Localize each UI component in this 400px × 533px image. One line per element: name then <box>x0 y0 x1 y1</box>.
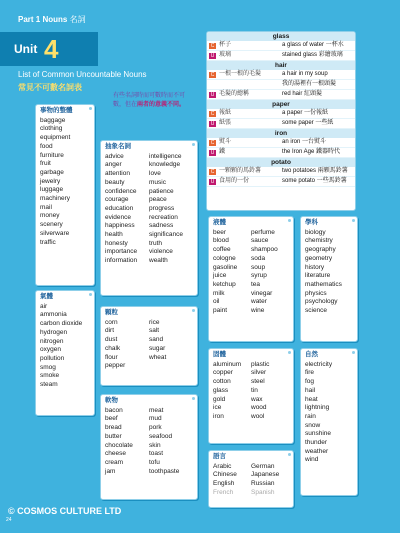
word-item: beef <box>105 415 118 423</box>
pin-icon <box>288 351 291 354</box>
word-item: significance <box>149 231 183 239</box>
word-item: hail <box>305 386 316 394</box>
countability-tag: C <box>210 139 215 146</box>
word-item: psychology <box>305 298 338 306</box>
word-item: cologne <box>213 254 236 262</box>
word-item: seafood <box>149 432 173 440</box>
word-item: Chinese <box>213 471 237 479</box>
word-item: corn <box>105 318 118 326</box>
word-item: ketchup <box>213 280 236 288</box>
unit-label: Unit <box>14 42 38 56</box>
part-heading <box>18 14 86 25</box>
table-row <box>207 148 355 158</box>
word-item: peace <box>149 196 167 204</box>
word-item: aluminum <box>213 360 242 368</box>
table-row <box>207 109 355 119</box>
word-item: skin <box>149 441 161 449</box>
word-item: science <box>305 307 328 315</box>
word-item: nitrogen <box>40 337 64 345</box>
pin-icon <box>89 107 92 110</box>
word-item: coffee <box>213 246 231 254</box>
table-row <box>207 90 355 100</box>
meaning-cn: 鐵 <box>219 149 226 155</box>
word-item: clothing <box>40 125 63 133</box>
word-item: physics <box>305 289 327 297</box>
word-column <box>251 361 289 422</box>
box-heading: 事物的整體 <box>40 107 73 114</box>
example-phrase: stained glass 彩繪玻璃 <box>282 52 343 58</box>
word-item: silverware <box>40 229 70 237</box>
word-item: sunshine <box>305 430 332 438</box>
word-item: pollution <box>40 354 65 362</box>
table-group-heading: paper <box>207 100 355 109</box>
unit-number: 4 <box>44 34 59 64</box>
word-item: confidence <box>105 187 137 195</box>
word-list <box>301 229 357 316</box>
word-item: lightning <box>305 404 330 412</box>
countability-tag: C <box>210 110 215 117</box>
countability-tag <box>209 82 216 88</box>
countability-tag: U <box>210 149 215 156</box>
meaning-cn: 毛髮的總稱 <box>219 91 250 97</box>
example-phrase: an iron 一台熨斗 <box>282 139 327 145</box>
word-item: intelligence <box>149 152 182 160</box>
part-title-cn: 名詞 <box>69 15 86 24</box>
meaning-cn: 熨斗 <box>219 139 232 145</box>
word-column <box>105 319 149 371</box>
part-label: Part 1 <box>18 15 41 24</box>
word-item: paint <box>213 307 228 315</box>
word-item: patience <box>149 187 174 195</box>
word-item: dust <box>105 336 118 344</box>
word-item: jewelry <box>40 177 61 185</box>
table-row <box>207 167 355 177</box>
pin-icon <box>352 219 355 222</box>
countability-tag: C <box>210 71 215 78</box>
word-item: tea <box>251 280 261 288</box>
word-list <box>301 361 357 465</box>
table-row <box>207 138 355 148</box>
pin-icon <box>192 309 195 312</box>
word-item: beauty <box>105 178 125 186</box>
word-item: steel <box>251 378 265 386</box>
word-item: anger <box>105 161 122 169</box>
word-item: dirt <box>105 327 115 335</box>
countability-tag: U <box>210 120 215 127</box>
example-phrase: a paper 一份報紙 <box>282 110 329 116</box>
box-heading: 顆粒 <box>105 309 118 316</box>
word-item: tofu <box>149 458 160 466</box>
word-item: cotton <box>213 378 231 386</box>
word-item: biology <box>305 228 326 236</box>
note-callout <box>113 92 195 110</box>
word-item: milk <box>213 289 225 297</box>
example-phrase: red hair 紅頭髮 <box>282 91 323 97</box>
word-item: gold <box>213 395 226 403</box>
word-item: oil <box>213 298 220 306</box>
word-item: furniture <box>40 151 64 159</box>
word-item: pepper <box>105 362 126 370</box>
word-item: sugar <box>149 344 166 352</box>
word-item: attention <box>105 170 130 178</box>
word-item: chemistry <box>305 237 333 245</box>
word-item: happiness <box>105 222 135 230</box>
word-item: toothpaste <box>149 467 180 475</box>
word-item: snow <box>305 421 321 429</box>
word-column <box>149 153 193 266</box>
word-item: bacon <box>105 406 123 414</box>
part-title: Nouns <box>42 15 68 24</box>
word-item: Arabic <box>213 462 232 470</box>
word-item: smog <box>40 363 56 371</box>
table-row <box>207 41 355 51</box>
word-item: advice <box>105 152 124 160</box>
example-phrase: a glass of water 一杯水 <box>282 42 344 48</box>
word-item: truth <box>149 239 163 247</box>
box-heading: 學科 <box>305 219 318 226</box>
word-item: flour <box>105 353 118 361</box>
word-item: machinery <box>40 195 70 203</box>
word-item: literature <box>305 272 331 280</box>
word-item: Russian <box>251 480 275 488</box>
word-item: sauce <box>251 237 269 245</box>
word-item: ammonia <box>40 311 67 319</box>
table-row <box>207 177 355 187</box>
word-list <box>36 117 94 248</box>
word-item: progress <box>149 204 175 212</box>
word-item: history <box>305 263 325 271</box>
word-item: juice <box>213 272 227 280</box>
word-item: education <box>105 204 134 212</box>
pin-icon <box>288 219 291 222</box>
word-item: importance <box>105 248 138 256</box>
word-column <box>105 153 149 266</box>
word-item: electricity <box>305 360 333 368</box>
word-item: information <box>105 257 138 265</box>
word-item: mail <box>40 203 52 211</box>
table-row <box>207 51 355 61</box>
page-number: 24 <box>6 517 12 523</box>
example-phrase: two potatoes 兩顆馬鈴薯 <box>282 168 348 174</box>
word-item: gasoline <box>213 263 238 271</box>
countability-tag: U <box>210 91 215 98</box>
word-item: beer <box>213 228 227 236</box>
word-item: English <box>213 480 235 488</box>
word-item: iron <box>213 412 224 420</box>
word-item: blood <box>213 237 229 245</box>
example-phrase: some potato 一些馬鈴薯 <box>282 178 347 184</box>
word-item: cheese <box>105 450 126 458</box>
word-item: wine <box>251 307 265 315</box>
meaning-cn: 玻璃 <box>219 52 232 58</box>
page-title-cn: 常見不可數名詞表 <box>18 83 82 92</box>
word-item: tin <box>251 386 258 394</box>
countability-tag: U <box>210 178 215 185</box>
word-item: sand <box>149 336 164 344</box>
word-item: pork <box>149 424 162 432</box>
word-item: meat <box>149 406 164 414</box>
example-phrase: a hair in my soup <box>282 71 328 77</box>
pin-icon <box>352 351 355 354</box>
word-item: recreation <box>149 213 178 221</box>
table-row <box>207 80 355 90</box>
countability-tag: C <box>210 168 215 175</box>
word-item: garbage <box>40 168 64 176</box>
word-item: luggage <box>40 186 64 194</box>
table-row <box>207 70 355 80</box>
box-things <box>35 104 95 286</box>
table-group-heading: potato <box>207 158 355 167</box>
box-foods <box>100 394 198 500</box>
word-item: Spanish <box>251 488 275 496</box>
box-grains <box>100 306 198 386</box>
word-item: glass <box>213 386 229 394</box>
word-item: wealth <box>149 257 168 265</box>
meaning-cn: 杯子 <box>219 42 232 48</box>
word-item: French <box>213 488 234 496</box>
word-column <box>105 407 149 477</box>
unit-banner <box>0 32 98 66</box>
word-item: love <box>149 170 161 178</box>
word-item: silver <box>251 369 267 377</box>
word-item: rain <box>305 412 316 420</box>
word-item: shampoo <box>251 246 278 254</box>
word-item: fruit <box>40 160 51 168</box>
word-item: rice <box>149 318 160 326</box>
box-heading: 液體 <box>213 219 226 226</box>
box-heading: 自然 <box>305 351 318 358</box>
table-group-heading: hair <box>207 61 355 70</box>
meaning-cn: 報紙 <box>219 110 232 116</box>
box-heading: 抽象名詞 <box>105 143 131 150</box>
box-abstract <box>100 140 198 296</box>
word-item: vinegar <box>251 289 273 297</box>
word-item: bread <box>105 424 122 432</box>
word-item: wind <box>305 456 319 464</box>
word-item: wheat <box>149 353 167 361</box>
box-heading: 軟物 <box>105 397 118 404</box>
meaning-cn: 一顆顆的馬鈴薯 <box>219 168 262 174</box>
meaning-cn: 紙張 <box>219 120 232 126</box>
word-item: wool <box>251 412 265 420</box>
word-item: chalk <box>105 344 121 352</box>
word-item: wood <box>251 404 267 412</box>
pin-icon <box>192 143 195 146</box>
word-item: traffic <box>40 238 56 246</box>
word-item: air <box>40 302 48 310</box>
word-item: soup <box>251 263 266 271</box>
box-gases <box>35 290 95 416</box>
box-subjects <box>300 216 358 342</box>
word-item: chocolate <box>105 441 133 449</box>
word-item: violence <box>149 248 173 256</box>
word-item: steam <box>40 381 58 389</box>
word-item: courage <box>105 196 129 204</box>
word-item: smoke <box>40 372 60 380</box>
word-item: money <box>40 212 60 220</box>
note-text-a: 有些名詞時而可數時而不可數，但在 <box>113 93 186 108</box>
example-phrase: some paper 一些紙 <box>282 120 334 126</box>
word-item: cream <box>105 458 124 466</box>
word-item: hydrogen <box>40 328 68 336</box>
box-languages <box>208 450 294 508</box>
table-row <box>207 119 355 129</box>
word-item: German <box>251 462 275 470</box>
word-item: Japanese <box>251 471 280 479</box>
box-solids <box>208 348 294 444</box>
word-column <box>213 229 251 316</box>
word-column <box>251 463 289 498</box>
note-text-b: 兩者的意義不同。 <box>137 102 186 108</box>
word-item: scenery <box>40 221 63 229</box>
table-group-heading: iron <box>207 129 355 138</box>
word-item: music <box>149 178 166 186</box>
word-item: oxygen <box>40 346 61 354</box>
word-column <box>149 319 193 371</box>
box-liquids <box>208 216 294 342</box>
example-phrase: the Iron Age 鐵器時代 <box>282 149 341 155</box>
word-item: syrup <box>251 272 267 280</box>
page-title: List of Common Uncountable Nouns <box>18 70 147 79</box>
word-item: water <box>251 298 267 306</box>
word-item: copper <box>213 369 233 377</box>
word-item: honesty <box>105 239 128 247</box>
word-list <box>36 303 94 390</box>
box-nature <box>300 348 358 496</box>
word-item: baggage <box>40 116 66 124</box>
countability-tag: U <box>210 52 215 59</box>
word-item: carbon dioxide <box>40 320 83 328</box>
word-item: soda <box>251 254 266 262</box>
word-item: geometry <box>305 254 333 262</box>
pin-icon <box>89 293 92 296</box>
pin-icon <box>288 453 291 456</box>
word-item: weather <box>305 447 329 455</box>
word-item: thunder <box>305 439 328 447</box>
word-item: knowledge <box>149 161 181 169</box>
word-item: fire <box>305 369 315 377</box>
word-item: sadness <box>149 222 174 230</box>
word-item: food <box>40 142 53 150</box>
word-item: plastic <box>251 360 270 368</box>
word-column <box>149 407 193 477</box>
word-item: heat <box>305 395 318 403</box>
pin-icon <box>192 397 195 400</box>
word-item: ice <box>213 404 222 412</box>
word-item: salt <box>149 327 160 335</box>
meaning-cn: 食用的一份 <box>219 178 250 184</box>
meaning-cn: 一根一根的毛髮 <box>219 71 262 77</box>
word-item: butter <box>105 432 122 440</box>
word-item: mud <box>149 415 162 423</box>
word-column <box>213 463 251 498</box>
table-group-heading: glass <box>207 32 355 41</box>
word-column <box>213 361 251 422</box>
countability-tag: C <box>210 42 215 49</box>
word-column <box>251 229 289 316</box>
box-heading: 氣體 <box>40 293 53 300</box>
word-item: perfume <box>251 228 275 236</box>
copyright-notice: © COSMOS CULTURE LTD <box>8 506 122 516</box>
word-item: mathematics <box>305 280 342 288</box>
word-item: wax <box>251 395 263 403</box>
word-item: jam <box>105 467 116 475</box>
box-heading: 固體 <box>213 351 226 358</box>
box-heading: 語言 <box>213 453 226 460</box>
word-item: equipment <box>40 134 71 142</box>
countable-uncountable-table <box>206 31 356 211</box>
word-item: fog <box>305 378 315 386</box>
word-item: geography <box>305 246 336 254</box>
word-item: evidence <box>105 213 132 221</box>
word-item: toast <box>149 450 164 458</box>
word-item: health <box>105 231 123 239</box>
example-phrase: 我的湯裡有一根頭髮 <box>282 81 337 87</box>
